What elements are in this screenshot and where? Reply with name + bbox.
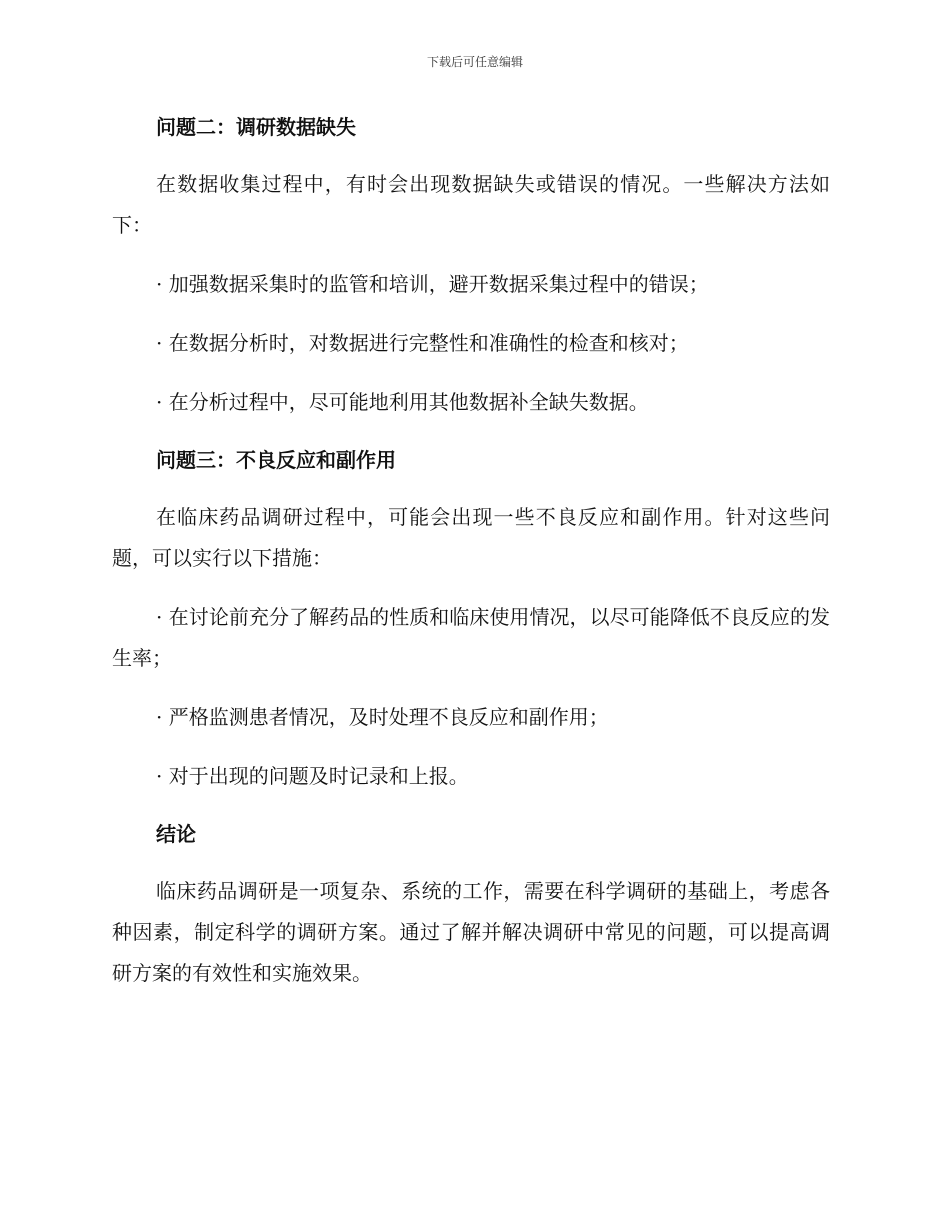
section-intro-adverse-reactions: 在临床药品调研过程中，可能会出现一些不良反应和副作用。针对这些问题，可以实行以下措施：	[112, 505, 830, 570]
bullet-item: · 在讨论前充分了解药品的性质和临床使用情况，以尽可能降低不良反应的发生率；	[112, 605, 830, 670]
bullet-item: · 加强数据采集时的监管和培训，避开数据采集过程中的错误；	[156, 272, 709, 296]
bullet-item: · 在分析过程中，尽可能地利用其他数据补全缺失数据。	[156, 390, 649, 414]
section-heading-data-missing: 问题二：调研数据缺失	[156, 115, 356, 139]
section-heading-conclusion: 结论	[156, 822, 196, 846]
section-intro-data-missing: 在数据收集过程中，有时会出现数据缺失或错误的情况。一些解决方法如下：	[112, 172, 830, 237]
bullet-item: · 严格监测患者情况，及时处理不良反应和副作用；	[156, 705, 609, 729]
bullet-item: · 在数据分析时，对数据进行完整性和准确性的检查和核对；	[156, 331, 689, 355]
bullet-item: · 对于出现的问题及时记录和上报。	[156, 764, 469, 788]
document-body	[112, 108, 830, 1012]
conclusion-text: 临床药品调研是一项复杂、系统的工作，需要在科学调研的基础上，考虑各种因素，制定科学的调研方案。通过了解并解决调研中常见的问题，可以提高调研方案的有效性和实施效果。	[112, 879, 830, 985]
section-heading-adverse-reactions: 问题三：不良反应和副作用	[156, 448, 396, 472]
page-header: 下载后可任意编辑	[426, 55, 523, 69]
